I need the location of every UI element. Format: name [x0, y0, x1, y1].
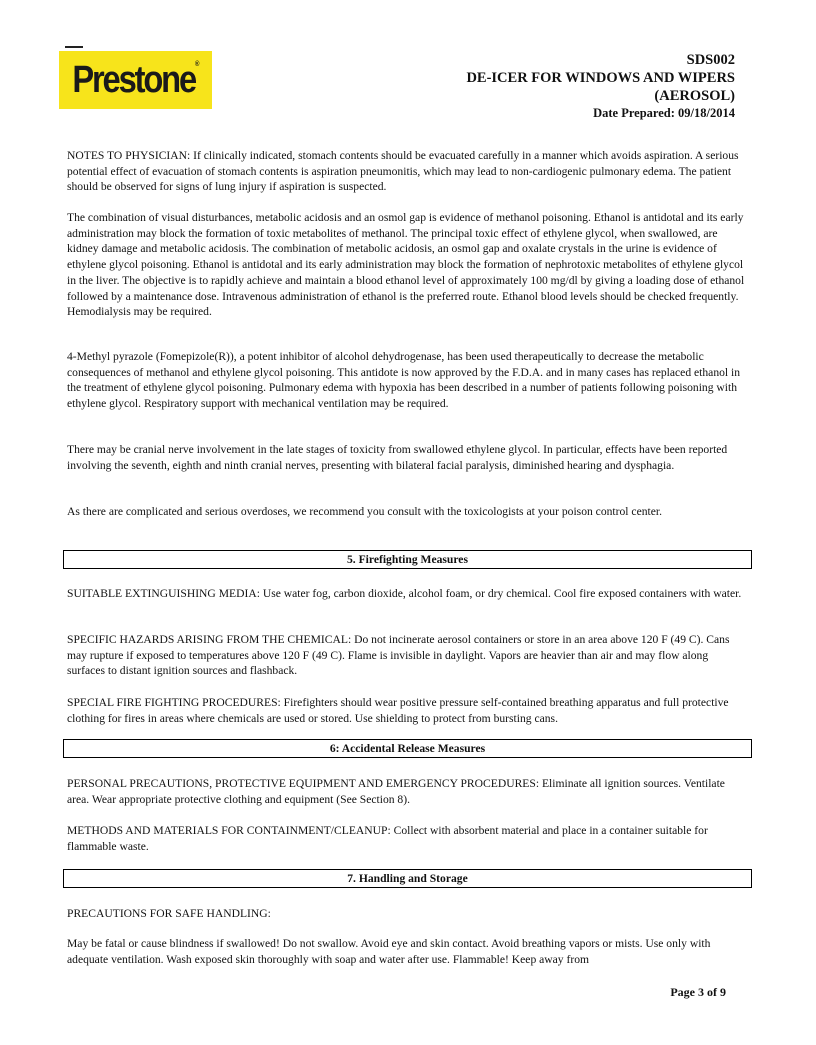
page-number: Page 3 of 9 — [670, 985, 726, 999]
prestone-logo-badge — [59, 51, 212, 109]
safe-handling-paragraph: May be fatal or cause blindness if swallowed! Do not swallow. Avoid eye and skin contact. Avoid breathing vapors or mists. Use only with adequate ventilation. Wash exposed skin thoroughly with soap and water after use. Flammable! Keep away from — [67, 937, 711, 966]
logo — [59, 46, 212, 109]
section-heading-handling-storage: 7. Handling and Storage — [63, 869, 752, 888]
doc-title-line1: DE-ICER FOR WINDOWS AND WIPERS — [466, 70, 735, 86]
fire-fighting-procedures-paragraph: SPECIAL FIRE FIGHTING PROCEDURES: Firefighters should wear positive pressure self-contained breathing apparatus and full protective clothing for fires in areas where chemicals are used or stored. Use shielding to protect from bursting cans. — [67, 696, 729, 725]
overdose-consult-paragraph: As there are complicated and serious overdoses, we recommend you consult with the toxicologists at your poison control center. — [67, 505, 662, 518]
notes-to-physician-paragraph: NOTES TO PHYSICIAN: If clinically indicated, stomach contents should be evacuated carefully in a manner which avoids aspiration. A serious potential effect of evacuation of stomach contents is aspiration pneumonitis, which may lead to non-cardiogenic pulmonary edema. The patient should be observed for signs of lung injury if aspiration is suspected. — [67, 149, 739, 194]
section-heading-accidental-release: 6: Accidental Release Measures — [63, 739, 752, 758]
extinguishing-media-paragraph: SUITABLE EXTINGUISHING MEDIA: Use water fog, carbon dioxide, alcohol foam, or dry chemical. Cool fire exposed containers with water. — [67, 587, 742, 600]
personal-precautions-paragraph: PERSONAL PRECAUTIONS, PROTECTIVE EQUIPMENT AND EMERGENCY PROCEDURES: Eliminate all ignition sources. Ventilate area. Wear appropriate protective clothing and equipment (See Section 8). — [67, 777, 725, 806]
section-heading-firefighting: 5. Firefighting Measures — [63, 550, 752, 569]
document-header — [466, 51, 735, 122]
fomepizole-paragraph: 4-Methyl pyrazole (Fomepizole(R)), a potent inhibitor of alcohol dehydrogenase, has been used therapeutically to decrease the metabolic consequences of methanol and ethylene glycol poisoning. This antidote is now approved by the F.D.A. and in many cases has replaced ethanol in the treatment of ethylene glycol poisoning. Pulmonary edema with hypoxia has been described in a number of patients following poisoning with ethylene glycol. Respiratory support with mechanical ventilation may be required. — [67, 350, 741, 411]
date-prepared: Date Prepared: 09/18/2014 — [593, 106, 735, 120]
logo-accent-line — [65, 46, 83, 48]
doc-title-line2: (AEROSOL) — [654, 88, 735, 104]
logo-wordmark: Prestone® — [71, 59, 200, 101]
doc-id: SDS002 — [686, 52, 735, 68]
safe-handling-heading: PRECAUTIONS FOR SAFE HANDLING: — [67, 907, 271, 920]
specific-hazards-paragraph: SPECIFIC HAZARDS ARISING FROM THE CHEMICAL: Do not incinerate aerosol containers or store in an area above 120 F (49 C). Cans may rupture if exposed to temperatures above 120 F (49 C). Flame is invisible in daylight. Vapors are heavier than air and may flow along surfaces to distant ignition sources and flashback. — [67, 633, 730, 678]
cranial-nerve-paragraph: There may be cranial nerve involvement in the late stages of toxicity from swallowed ethylene glycol. In particular, effects have been reported involving the seventh, eighth and ninth cranial nerves, presenting with bilateral facial paralysis, diminished hearing and dysphagia. — [67, 443, 728, 472]
methanol-poisoning-paragraph: The combination of visual disturbances, metabolic acidosis and an osmol gap is evidence of methanol poisoning. Ethanol is antidotal and its early administration may block the formation of toxic metabolites of methanol. The principal toxic effect of ethylene glycol, when swallowed, are kidney damage and metabolic acidosis. The combination of metabolic acidosis, an osmol gap and oxalate crystals in the urine is evidence of ethylene glycol poisoning. Ethanol is antidotal and its early administration may block the formation of nephrotoxic metabolites of ethylene glycol in the liver. The objective is to rapidly achieve and maintain a blood ethanol level of approximately 100 mg/dl by giving a loading dose of ethanol followed by a maintenance dose. Intravenous administration of ethanol is the preferred route. Ethanol blood levels should be checked frequently. Hemodialysis may be required. — [67, 211, 745, 319]
containment-cleanup-paragraph: METHODS AND MATERIALS FOR CONTAINMENT/CLEANUP: Collect with absorbent material and place in a container suitable for flammable waste. — [67, 824, 708, 853]
